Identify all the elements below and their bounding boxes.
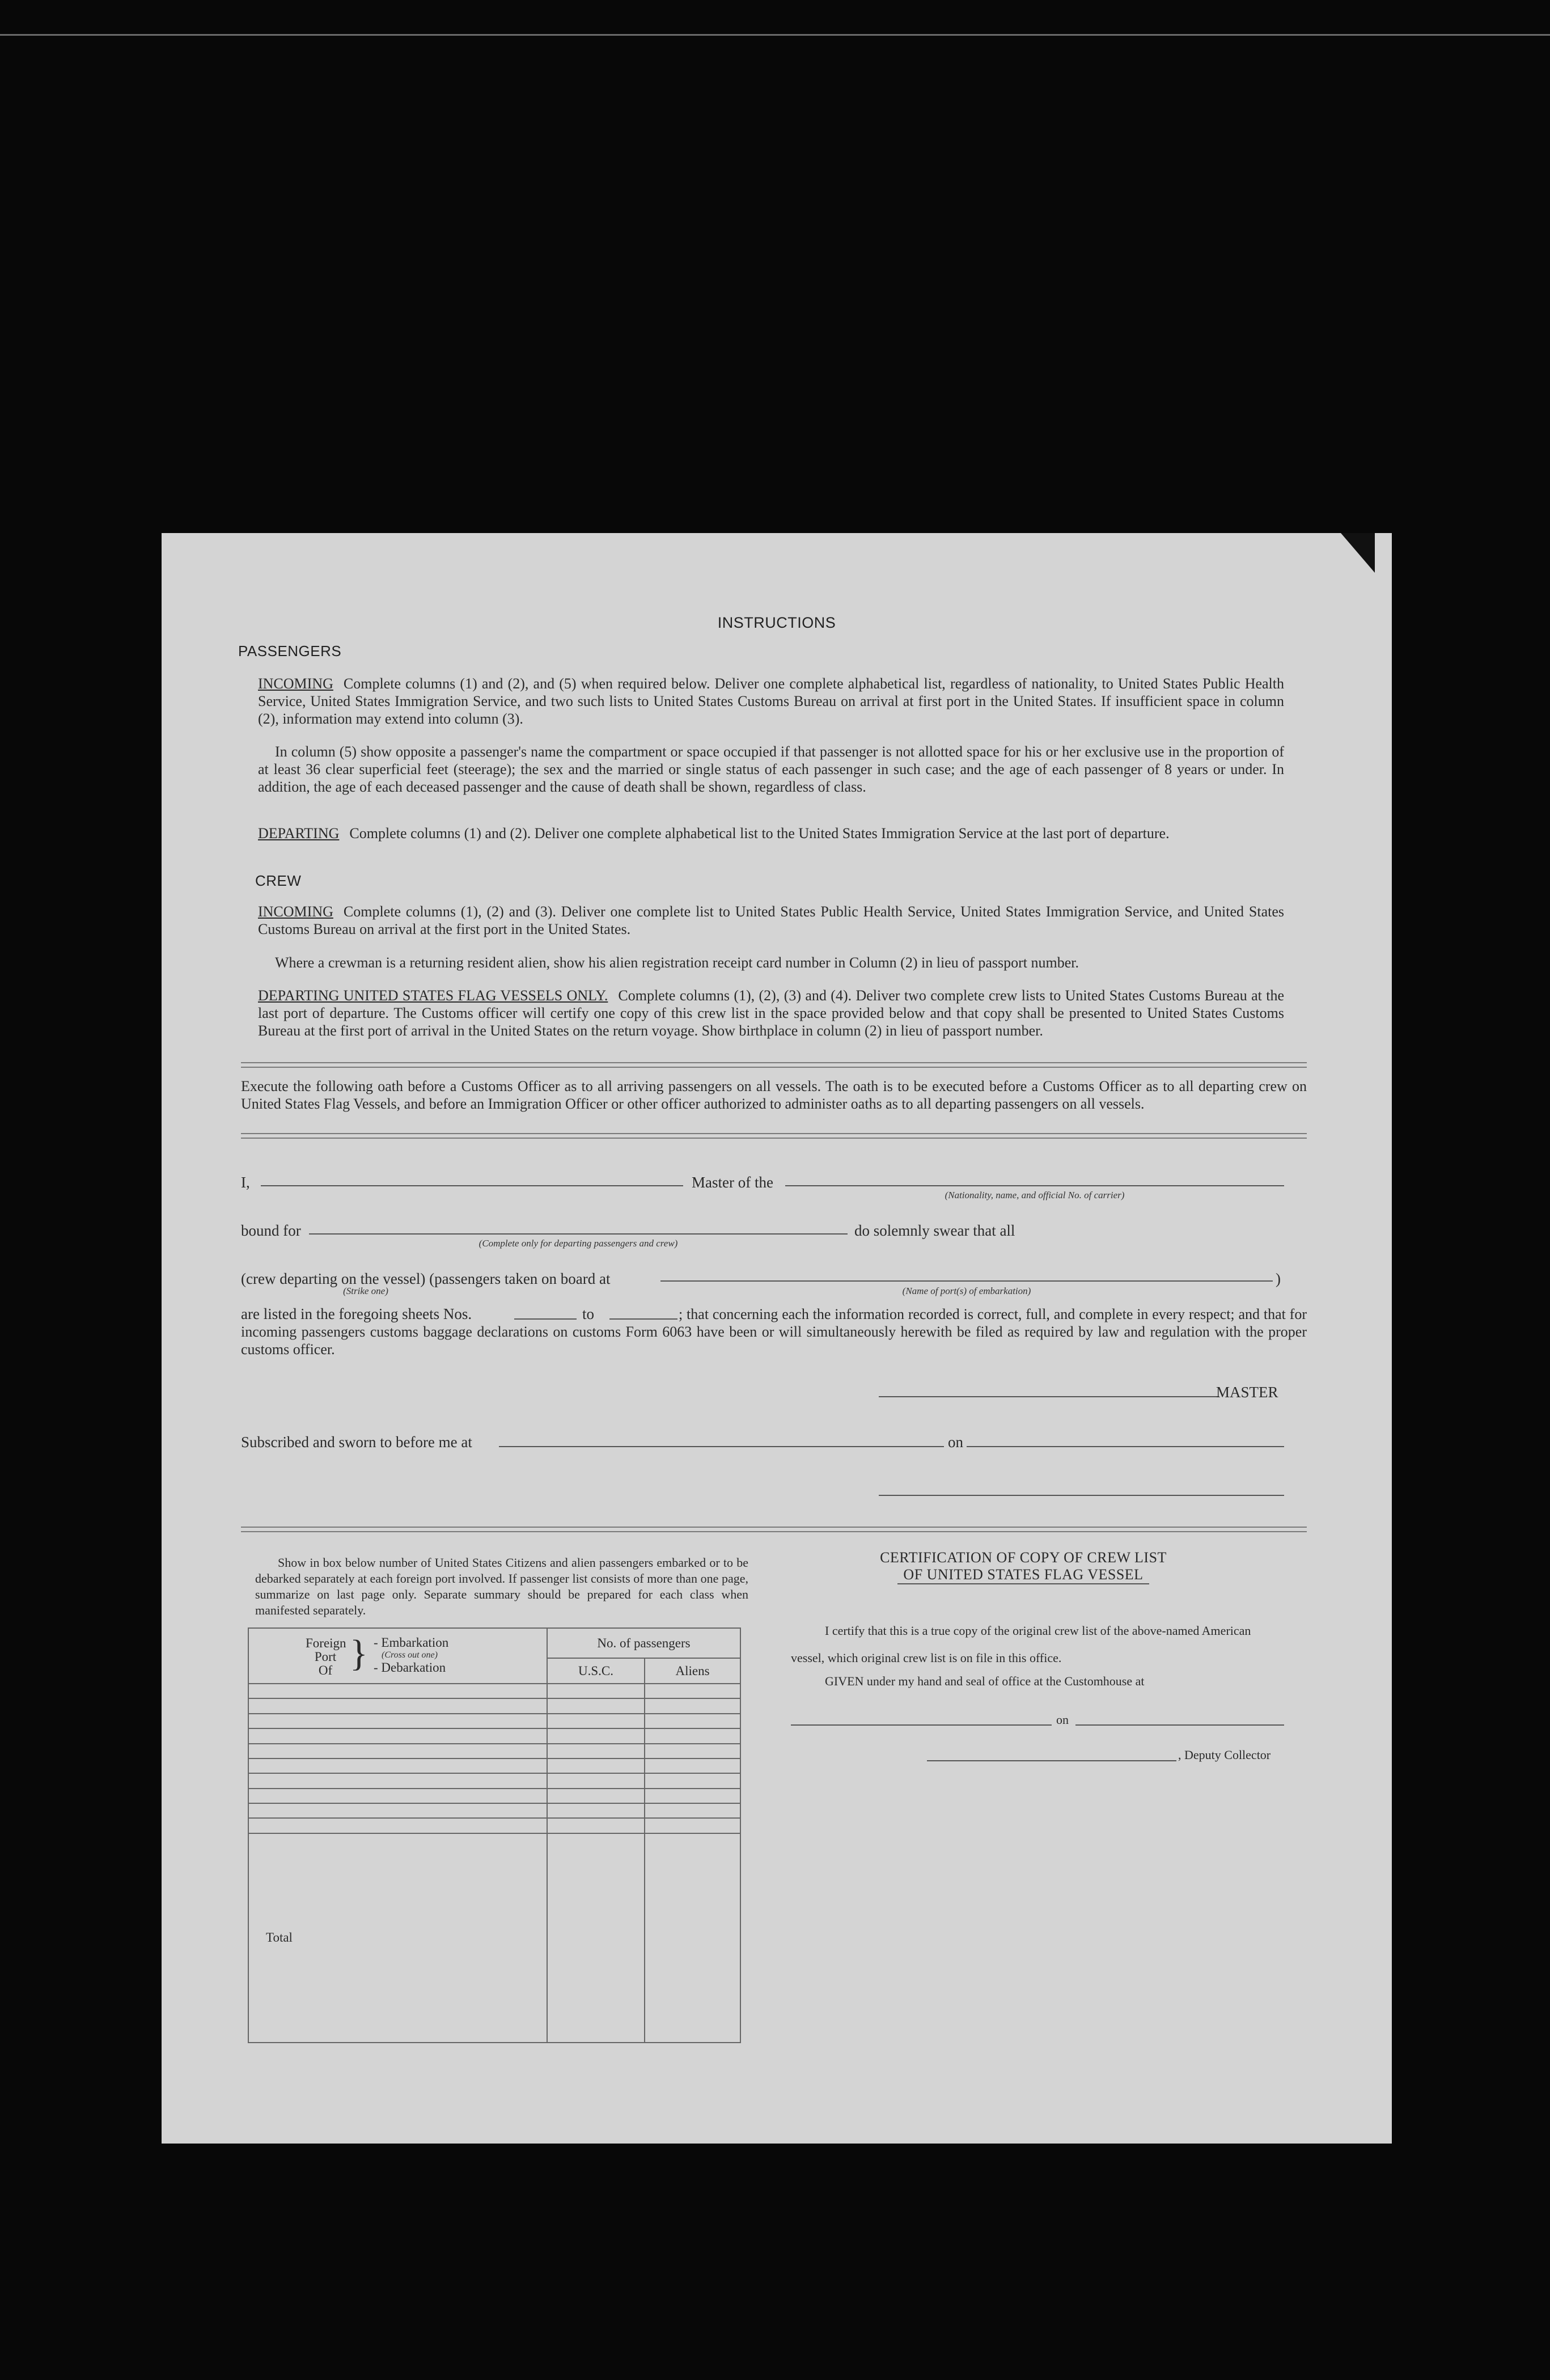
film-border-line [0,34,1550,36]
table-row[interactable] [248,1714,740,1728]
master-label: MASTER [1216,1384,1278,1401]
header-no-passengers: No. of passengers [547,1628,740,1658]
embarkation-port-field[interactable] [660,1280,1273,1282]
table-row[interactable] [248,1789,740,1803]
customhouse-field[interactable] [791,1724,1052,1726]
crew-departing-text: Complete columns (1), (2), (3) and (4). Deliver two complete crew lists to United States Customs Bureau at the last port of departure. The Customs officer will certify one copy of this crew list in the space provided below and that copy shall be presented to United States Customs Bureau at the first port of arrival in the United States on the return voyage. Show birthplace in column (2) in lieu of passport number. [258,987,1285,1039]
oath-i-label: I, [241,1174,250,1191]
passengers-incoming-label: INCOMING [258,675,333,692]
subscribed-label: Subscribed and sworn to before me at [241,1434,472,1451]
listed-prefix: are listed in the foregoing sheets Nos. [241,1305,472,1322]
port-label: Port [314,1650,337,1664]
instructions-title: INSTRUCTIONS [717,614,836,631]
passenger-summary-table [248,1627,741,2043]
brace-icon: } [350,1633,368,1674]
foreign-label: Foreign [306,1636,346,1650]
document-page [162,533,1392,2144]
sworn-at-field[interactable] [499,1446,944,1447]
deputy-signature-field[interactable] [927,1760,1176,1761]
table-row[interactable] [248,1818,740,1833]
section-divider [241,1062,1307,1068]
master-of-label: Master of the [692,1174,773,1191]
bound-for-label: bound for [241,1222,301,1239]
crew-resident-paragraph: Where a crewman is a returning resident alien, show his alien registration receipt card number in Column (2) in lieu of passport number. [275,954,1079,971]
torn-corner [1341,533,1375,573]
oath-intro: Execute the following oath before a Customs Officer as to all arriving passengers on all vessels. The oath is to be executed before a Customs Officer as to all departing crew on United States Flag Vessels, and before an Immigration Officer or other officer authorized to administer oaths as to all departing passengers on all vessels. [241,1078,1307,1112]
officer-signature-field[interactable] [879,1495,1284,1496]
port-caption: (Name of port(s) of embarkation) [902,1286,1031,1296]
passengers-departing-label: DEPARTING [258,825,340,842]
table-row[interactable] [248,1758,740,1773]
total-row[interactable] [248,1833,740,2043]
deputy-collector-label: , Deputy Collector [1178,1748,1271,1762]
debarkation-label: - Debarkation [374,1660,446,1675]
table-row[interactable] [248,1773,740,1788]
crew-departing-label: DEPARTING UNITED STATES FLAG VESSELS ONLY. [258,987,608,1004]
cert-date-field[interactable] [1075,1724,1284,1726]
certification-title-line2: OF UNITED STATES FLAG VESSEL [897,1566,1149,1584]
header-aliens: Aliens [645,1658,740,1684]
carrier-caption: (Nationality, name, and official No. of carrier) [945,1190,1125,1200]
listed-to-label: to [582,1305,595,1322]
total-label: Total [248,1833,547,2043]
carrier-field[interactable] [785,1185,1284,1186]
passengers-departing-text: Complete columns (1) and (2). Deliver one complete alphabetical list to the United States Immigration Service at the last port of departure. [349,825,1170,842]
passengers-incoming-paragraph [258,675,1284,728]
cross-out-label: (Cross out one) [382,1650,438,1660]
crew-incoming-text: Complete columns (1), (2) and (3). Deliver one complete list to United States Public Health Service, United States Immigration Service, and United States Customs Bureau on arrival at the first port in the United States. [258,903,1284,937]
crew-incoming-label: INCOMING [258,903,333,920]
passengers-heading: PASSENGERS [238,642,342,660]
certification-title-line1: CERTIFICATION OF COPY OF CREW LIST [880,1549,1167,1566]
sworn-on-label: on [948,1434,963,1451]
of-label: Of [318,1663,333,1677]
summary-instructions: Show in box below number of United States Citizens and alien passengers embarked or to be debarked separately at each foreign port involved. If passenger list consists of more than one page, summarize on last page only. Separate summary should be prepared for each class when manifested separately. [255,1555,748,1617]
crew-departing-paragraph [258,987,1284,1039]
close-paren: ) [1276,1270,1281,1287]
header-foreign-port [248,1628,547,1684]
crew-incoming-paragraph [258,903,1284,938]
swear-label: do solemnly swear that all [854,1222,1015,1239]
sworn-on-field[interactable] [967,1446,1284,1447]
table-row[interactable] [248,1803,740,1818]
cert-on-label: on [1056,1713,1069,1727]
given-text: GIVEN under my hand and seal of office at the Customhouse at [825,1674,1145,1688]
crew-departing-label: (crew departing on the vessel) (passengers taken on board at [241,1270,611,1287]
crew-heading: CREW [255,872,302,889]
table-row[interactable] [248,1728,740,1743]
table-row[interactable] [248,1684,740,1698]
certification-title [791,1549,1256,1584]
strike-caption: (Strike one) [343,1286,388,1296]
table-row[interactable] [248,1744,740,1758]
embarkation-label: - Embarkation [374,1635,449,1650]
passengers-departing-paragraph [258,825,1284,842]
section-divider [241,1527,1307,1532]
section-divider [241,1133,1307,1139]
table-row[interactable] [248,1698,740,1713]
header-usc: U.S.C. [547,1658,645,1684]
bound-for-field[interactable] [309,1233,848,1235]
passengers-incoming-text: Complete columns (1) and (2), and (5) when required below. Deliver one complete alphabetical list, regardless of nationality, to United States Public Health Service, United States Immigration Service, and two such lists to United States Customs Bureau on arrival at first port in the United States. If insufficient space in column (2), information may extend into column (3). [258,675,1284,727]
master-name-field[interactable] [261,1185,683,1186]
listed-text: ; that concerning each the information recorded is correct, full, and complete in every respect; and that for incoming passengers customs baggage declarations on customs Form 6063 have been or will simultaneously herewith be filed as required by law and regulation with the proper customs officer. [241,1306,1307,1358]
bound-for-caption: (Complete only for departing passengers and crew) [478,1238,678,1249]
passengers-column5-paragraph: In column (5) show opposite a passenger's name the compartment or space occupied if that passenger is not allotted space for his or her exclusive use in the proportion of at least 36 clear superficial feet (steerage); the sex and the married or single status of each passenger in such case; and the age of each passenger of 8 years or under. In addition, the age of each deceased passenger and the cause of death shall be shown, regardless of class. [258,743,1284,795]
certify-text: I certify that this is a true copy of the original crew list of the above-named American vessel, which original crew list is on file in this office. [791,1624,1251,1665]
master-signature-field[interactable] [879,1396,1219,1397]
